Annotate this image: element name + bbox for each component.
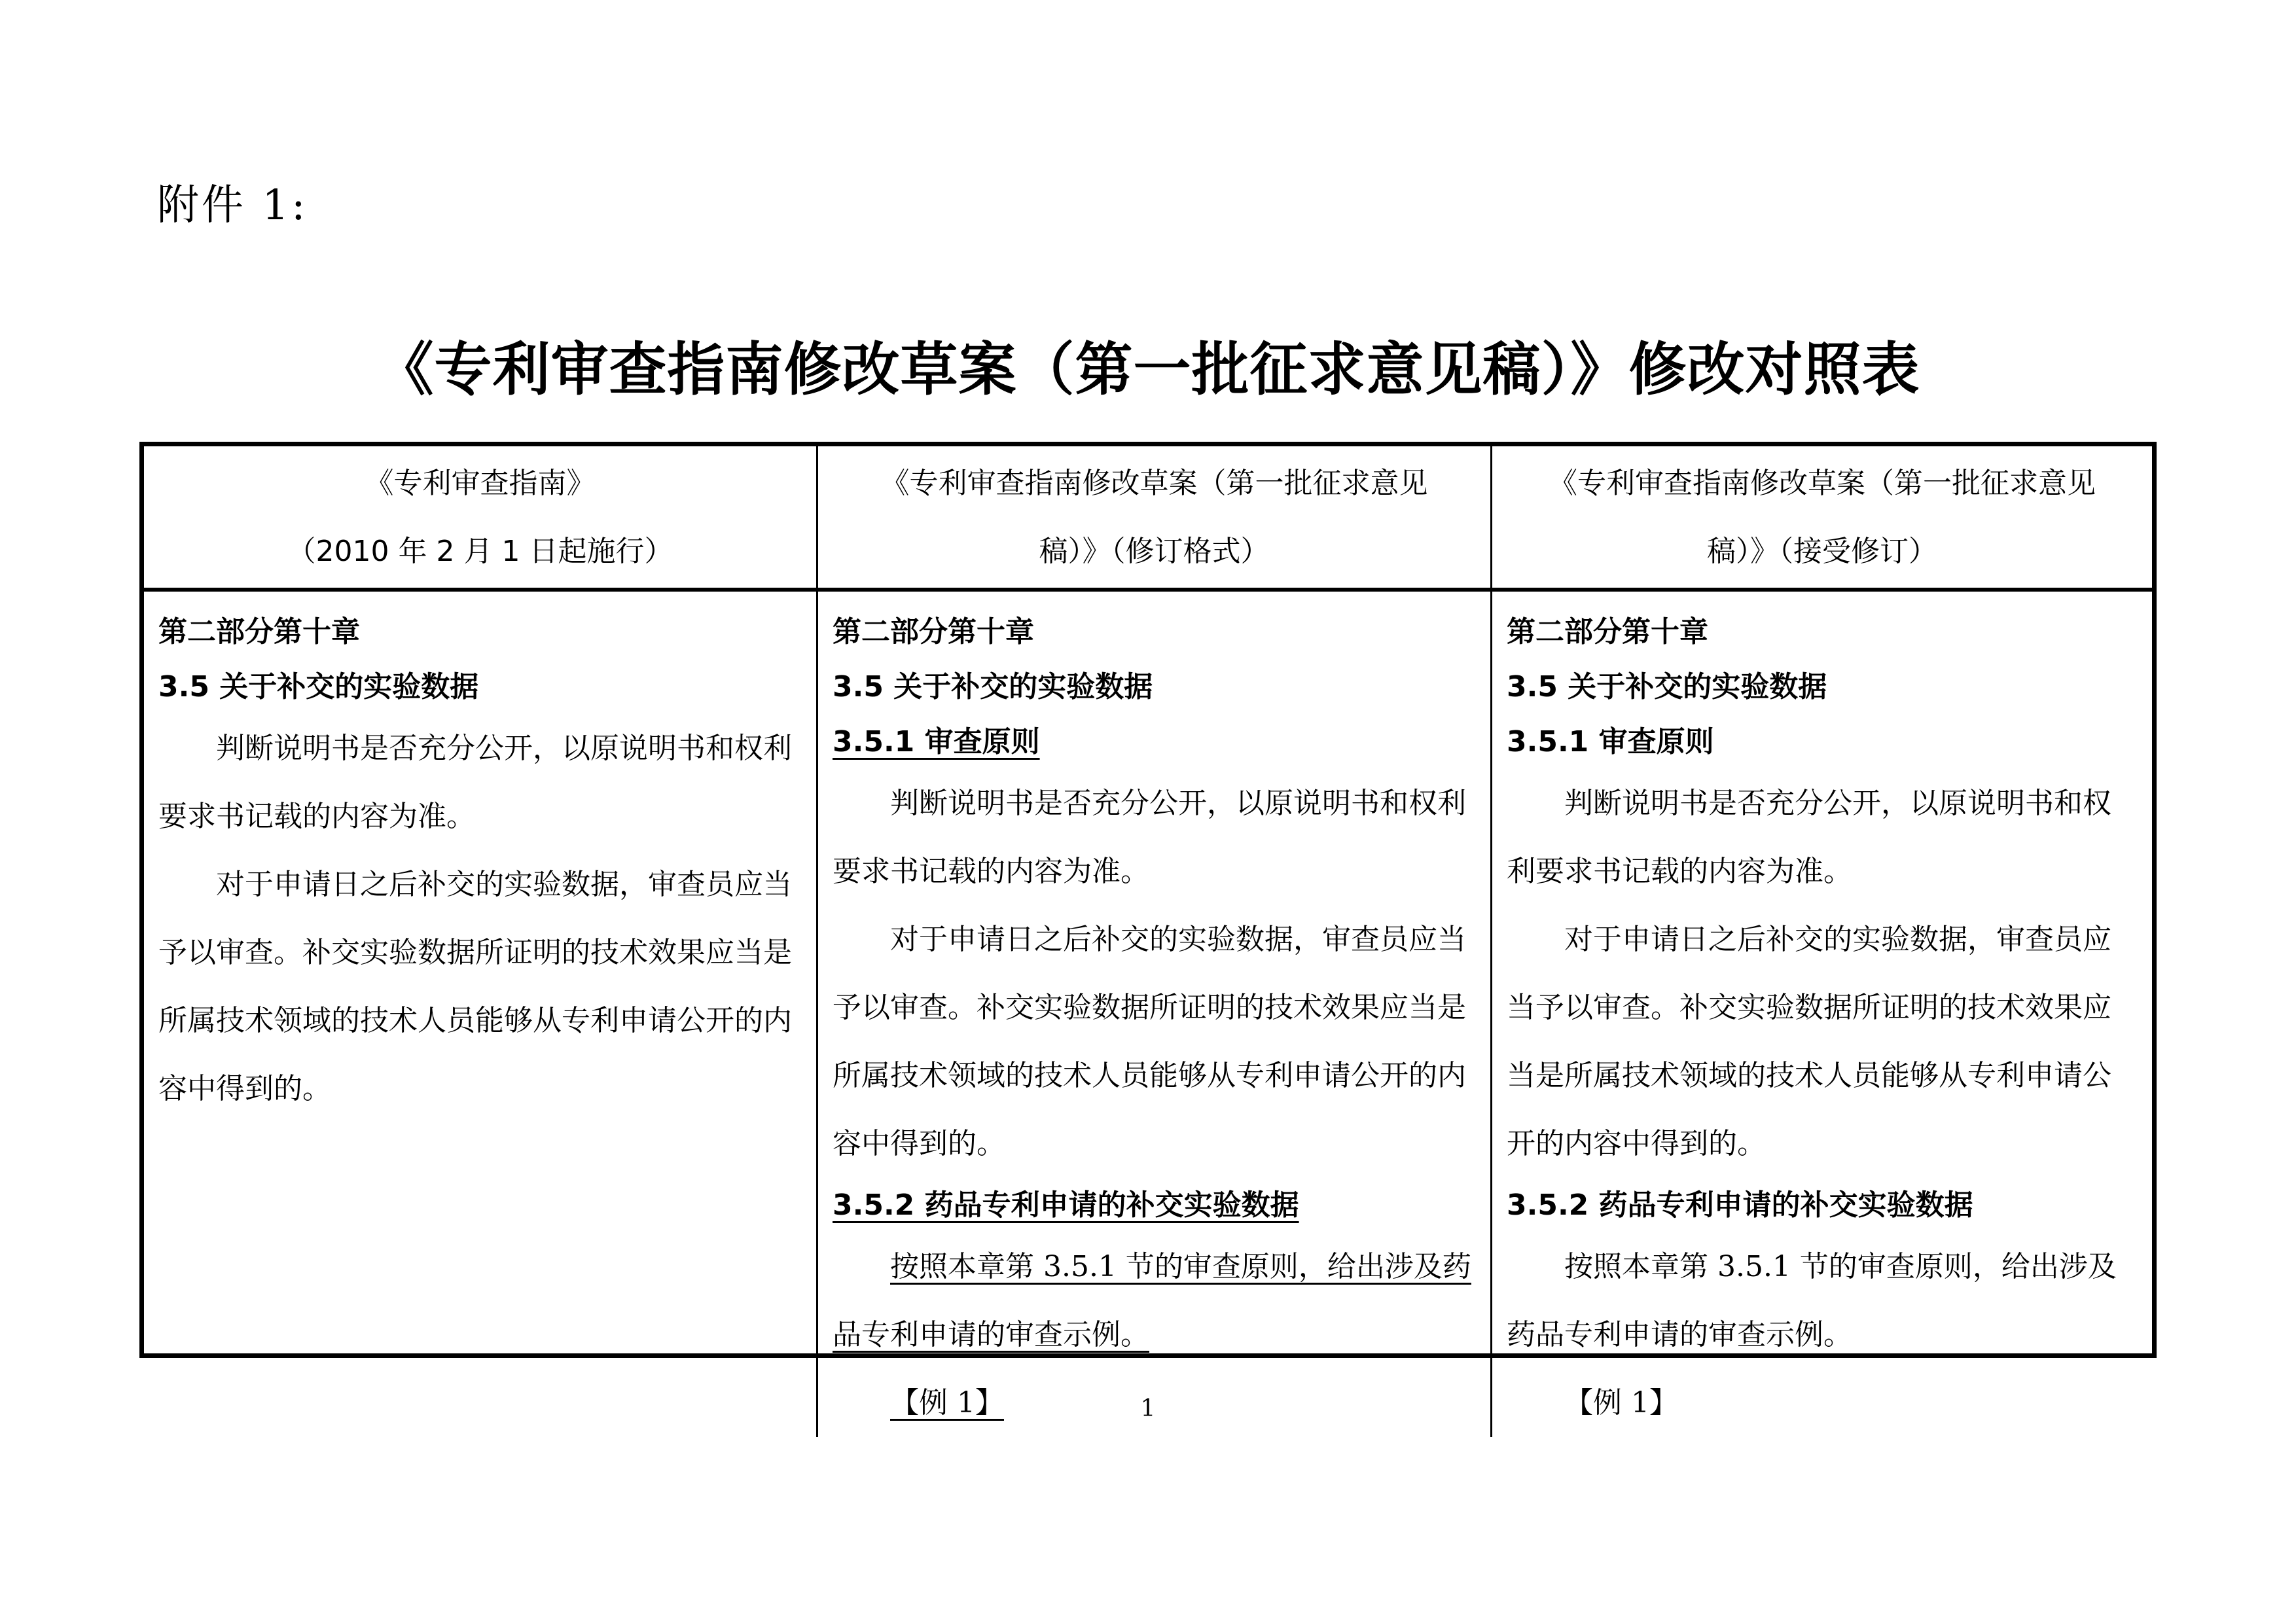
header-line: （2010 年 2 月 1 日起施行） (287, 535, 673, 568)
subsection-heading-added (833, 1178, 1476, 1233)
column-original-content (144, 592, 818, 1437)
part-heading: 第二部分第十章 (1507, 615, 1708, 649)
column-revision-format-content (818, 592, 1492, 1437)
paragraph: 判断说明书是否充分公开，以原说明书和权利要求书记载的内容为准。 (833, 787, 1466, 888)
paragraph: 按照本章第 3.5.1 节的审查原则，给出涉及药品专利申请的审查示例。 (1507, 1250, 2117, 1351)
paragraph-added (833, 1233, 1476, 1369)
header-draft-revision-format (818, 446, 1492, 592)
document-title: 《专利审查指南修改草案（第一批征求意见稿）》修改对照表 (376, 336, 1920, 403)
attachment-label: 附件 1: (157, 181, 308, 230)
inserted-text: 【例 1】 (890, 1386, 1004, 1419)
paragraph: 对于申请日之后补交的实验数据，审查员应当予以审查。补交实验数据所证明的技术效果应当是所属技术领域的技术人员能够从专利申请公开的内容中得到的。 (833, 923, 1466, 1160)
paragraph: 判断说明书是否充分公开，以原说明书和权利要求书记载的内容为准。 (158, 732, 792, 833)
header-line: 稿）》（修订格式） (1039, 535, 1270, 568)
part-heading: 第二部分第十章 (158, 615, 360, 649)
comparison-table (139, 442, 2157, 1419)
header-line: 《专利审查指南》 (365, 467, 596, 500)
subsection-heading-added (833, 715, 1476, 770)
paragraph: 判断说明书是否充分公开，以原说明书和权利要求书记载的内容为准。 (1507, 787, 2111, 888)
paragraph: 对于申请日之后补交的实验数据，审查员应当予以审查。补交实验数据所证明的技术效果应当是所属技术领域的技术人员能够从专利申请公开的内容中得到的。 (158, 868, 792, 1105)
part-heading: 第二部分第十章 (833, 615, 1034, 649)
inserted-text: 3.5.1 审查原则 (833, 725, 1040, 758)
column-accepted-content (1492, 592, 2152, 1437)
header-draft-accepted (1492, 446, 2152, 592)
paragraph: 对于申请日之后补交的实验数据，审查员应当予以审查。补交实验数据所证明的技术效果应当是所属技术领域的技术人员能够从专利申请公开的内容中得到的。 (1507, 923, 2111, 1160)
section-heading: 3.5 关于补交的实验数据 (833, 670, 1153, 704)
subsection-heading: 3.5.2 药品专利申请的补交实验数据 (1507, 1188, 1973, 1222)
header-line: 稿）》（接受修订） (1707, 535, 1937, 568)
inserted-text: 按照本章第 3.5.1 节的审查原则，给出涉及药品专利申请的审查示例。 (833, 1250, 1471, 1351)
header-original-guidelines (144, 446, 818, 592)
header-line: 《专利审查指南修改草案（第一批征求意见 (1549, 467, 2096, 500)
example-label: 【例 1】 (1564, 1386, 1678, 1419)
subsection-heading: 3.5.1 审查原则 (1507, 725, 1714, 758)
section-heading: 3.5 关于补交的实验数据 (158, 670, 479, 704)
inserted-text: 3.5.2 药品专利申请的补交实验数据 (833, 1188, 1299, 1222)
page-number: 1 (1140, 1395, 1156, 1422)
section-heading: 3.5 关于补交的实验数据 (1507, 670, 1827, 704)
header-line: 《专利审查指南修改草案（第一批征求意见 (880, 467, 1428, 500)
